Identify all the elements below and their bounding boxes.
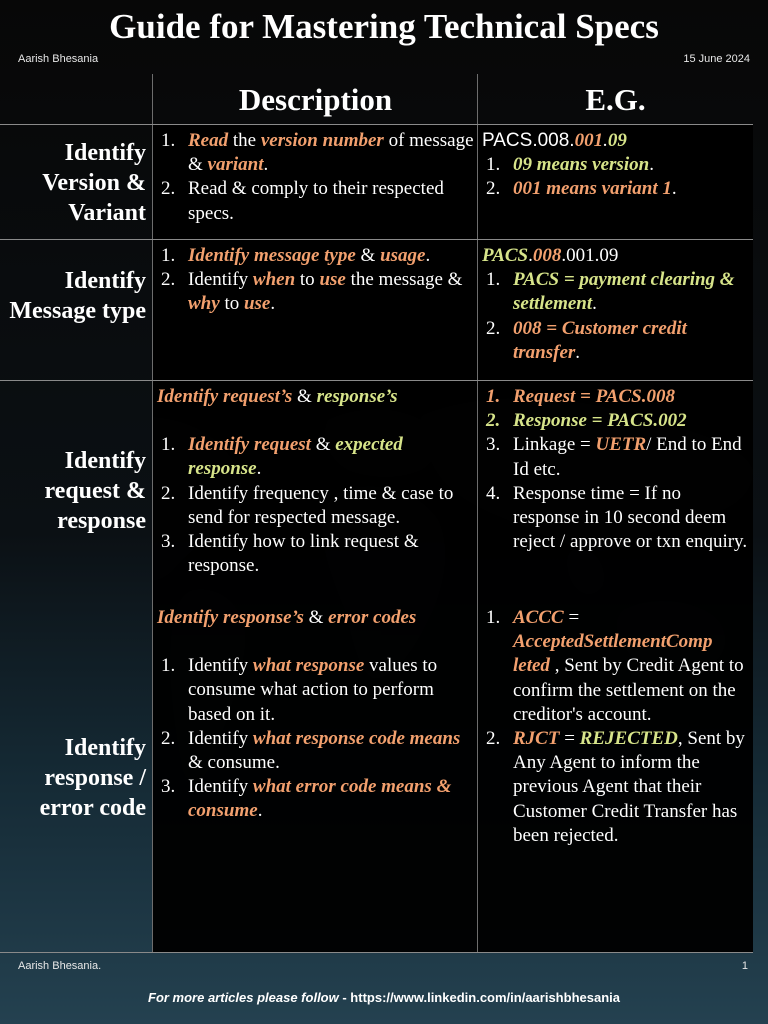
text-run: 008 = Customer credit transfer <box>513 317 687 363</box>
text-run: 001 <box>574 130 604 151</box>
column-header-description: Description <box>238 82 393 117</box>
text-run: variant <box>207 154 264 176</box>
row-label-message-type: Identify Message type <box>9 268 146 324</box>
cell-heading <box>482 129 750 153</box>
text-run: Identify request’s <box>157 386 293 407</box>
text-run: 008 <box>532 245 562 266</box>
text-run: Identify message type <box>188 245 356 266</box>
text-run: . <box>592 293 597 315</box>
cell-description-version-variant <box>157 129 475 226</box>
text-run: Request = PACS.008 <box>513 386 675 407</box>
text-run: . <box>575 341 581 363</box>
list-number: 3. <box>161 531 176 553</box>
text-run: Identify <box>188 727 253 749</box>
list-item <box>157 433 475 481</box>
text-run: , Sent by Credit Agent to confirm the settlement on the creditor's account. <box>513 655 744 725</box>
numbered-list <box>157 244 475 317</box>
list-item <box>482 317 750 365</box>
text-run: why <box>188 293 220 315</box>
text-run: expected response <box>188 434 403 480</box>
text-run: . <box>263 154 269 176</box>
text-run: to <box>219 293 244 315</box>
text-run: & <box>310 434 336 456</box>
cell-example-version-variant <box>482 129 750 202</box>
text-run: of message & <box>188 130 474 176</box>
author-name: Aarish Bhesania <box>18 53 99 65</box>
cell-heading <box>157 606 475 630</box>
follow-line <box>0 990 768 1005</box>
text-run: RJCT <box>513 728 560 750</box>
cell-description-response-error-code <box>157 606 475 824</box>
text-run: / End to End Id etc. <box>513 434 742 480</box>
text-run: Identify frequency , time & case to send for respected message. <box>188 482 454 528</box>
page-title: Guide for Mastering Technical Specs <box>109 7 659 46</box>
text-run: Identify request <box>188 434 311 456</box>
text-run: error codes <box>328 607 417 628</box>
list-number: 2. <box>161 269 176 291</box>
cell-heading <box>157 385 475 409</box>
text-run: .001.09 <box>561 245 619 266</box>
row-divider-2 <box>0 380 753 381</box>
list-item <box>157 654 475 727</box>
list-item <box>482 268 750 316</box>
text-run: = <box>559 728 580 750</box>
numbered-list <box>482 268 750 365</box>
text-run: & <box>292 386 317 407</box>
list-item <box>157 244 475 268</box>
text-run: values to consume what action to perform based on it. <box>188 655 438 725</box>
text-run: usage <box>380 245 426 266</box>
header-divider <box>0 124 753 125</box>
text-run: . <box>425 245 431 266</box>
list-number: 4. <box>486 482 501 504</box>
list-item <box>157 775 475 823</box>
cell-heading <box>482 244 750 268</box>
row-divider-1 <box>0 239 753 240</box>
list-item <box>482 409 750 433</box>
list-number: 2. <box>161 178 176 200</box>
text-run: use <box>243 293 271 315</box>
list-item <box>482 482 750 555</box>
list-number: 1. <box>486 269 501 291</box>
list-item <box>157 482 475 530</box>
cell-example-message-type <box>482 244 750 365</box>
list-number: 2. <box>486 317 501 339</box>
text-run: Response time = If no response in 10 second deem reject / approve or txn enquiry. <box>513 482 748 553</box>
follow-separator: - <box>338 990 351 1005</box>
cell-description-request-response <box>157 385 475 578</box>
list-number: 1. <box>161 434 176 456</box>
list-item <box>482 153 750 177</box>
list-number: 1. <box>486 154 501 176</box>
text-run: response’s <box>316 386 398 407</box>
list-item <box>482 606 750 727</box>
text-run: PACS = payment clearing & settlement <box>513 269 735 315</box>
cell-example-request-response <box>482 385 750 554</box>
row-label-response-error-code: Identify response / error code <box>39 735 146 821</box>
list-number: 2. <box>486 728 501 750</box>
list-item <box>482 385 750 409</box>
text-run: 09 <box>607 130 627 151</box>
numbered-list <box>482 385 750 554</box>
page-number: 1 <box>741 960 748 972</box>
column-divider-right <box>477 74 478 952</box>
text-run: . <box>603 130 608 151</box>
text-run: Identify <box>188 269 253 291</box>
text-run: the <box>228 130 261 151</box>
list-number: 2. <box>161 727 176 749</box>
text-run: & <box>303 607 329 628</box>
numbered-list <box>157 129 475 226</box>
list-number: 3. <box>486 434 501 456</box>
list-number: 2. <box>486 410 501 432</box>
text-run: ACCC <box>513 607 564 628</box>
list-item <box>157 530 475 578</box>
numbered-list <box>157 433 475 578</box>
numbered-list <box>482 606 750 848</box>
text-run: what response code means <box>252 727 461 749</box>
text-run: Read & comply to their respected specs. <box>188 178 444 224</box>
text-run: 09 means version <box>513 154 650 176</box>
numbered-list <box>157 654 475 823</box>
text-run: what response <box>252 655 365 677</box>
text-run: the message & <box>345 269 463 291</box>
cell-example-response-error-code <box>482 606 750 848</box>
text-run: Read <box>188 130 229 151</box>
text-run: . <box>257 800 263 822</box>
spacer <box>157 409 475 433</box>
list-number: 3. <box>161 776 176 798</box>
publish-date: 15 June 2024 <box>683 53 750 65</box>
text-run: Response = PACS.002 <box>513 410 687 432</box>
text-run: Identify how to link request & response. <box>188 531 419 577</box>
text-run: UETR <box>595 434 647 456</box>
text-run: 001 means variant 1 <box>513 178 672 200</box>
list-number: 1. <box>486 607 501 628</box>
list-item <box>157 268 475 316</box>
row-label-version-variant: Identify Version & Variant <box>42 140 146 226</box>
text-run: & consume. <box>188 752 280 774</box>
text-run: when <box>252 269 296 291</box>
footer-author: Aarish Bhesania. <box>18 960 102 972</box>
column-divider-left <box>152 74 153 952</box>
text-run: . <box>270 293 276 315</box>
list-item <box>482 433 750 481</box>
text-run: Identify response’s <box>157 607 304 628</box>
text-run: version number <box>260 130 384 151</box>
text-run: use <box>319 269 346 291</box>
spacer <box>157 630 475 654</box>
text-run: , Sent by Any Agent to inform the previous Agent that their Customer Credit Transfer has been rejected. <box>513 728 745 846</box>
list-item <box>157 177 475 225</box>
text-run: REJECTED <box>579 728 678 750</box>
profile-link[interactable]: https://www.linkedin.com/in/aarishbhesania <box>350 990 620 1005</box>
list-item <box>482 727 750 848</box>
footer-divider <box>0 952 753 953</box>
list-number: 1. <box>486 386 501 407</box>
text-run: to <box>295 269 320 291</box>
text-run: PACS <box>482 245 529 266</box>
column-header-example: E.G. <box>585 82 646 117</box>
list-number: 2. <box>161 482 176 504</box>
text-run: Identify <box>188 776 253 798</box>
text-run: AcceptedSettlementComp leted <box>513 631 713 677</box>
list-number: 1. <box>161 245 176 266</box>
text-run: PACS.008. <box>482 130 575 151</box>
text-run: . <box>256 458 262 480</box>
numbered-list <box>482 153 750 201</box>
text-run: . <box>671 178 677 200</box>
list-item <box>482 177 750 201</box>
text-run: Identify <box>188 655 253 677</box>
row-label-request-response: Identify request & response <box>44 448 146 534</box>
list-number: 2. <box>486 178 501 200</box>
follow-label: For more articles please follow <box>148 990 339 1005</box>
list-number: 1. <box>161 130 176 151</box>
text-run: Linkage = <box>513 434 596 456</box>
list-item <box>157 129 475 177</box>
text-run: what error code means & consume <box>188 776 452 822</box>
list-number: 1. <box>161 655 176 677</box>
list-item <box>157 727 475 775</box>
text-run: = <box>563 607 580 628</box>
text-run: . <box>528 245 533 266</box>
text-run: . <box>649 154 654 176</box>
cell-description-message-type <box>157 244 475 317</box>
text-run: & <box>355 245 381 266</box>
